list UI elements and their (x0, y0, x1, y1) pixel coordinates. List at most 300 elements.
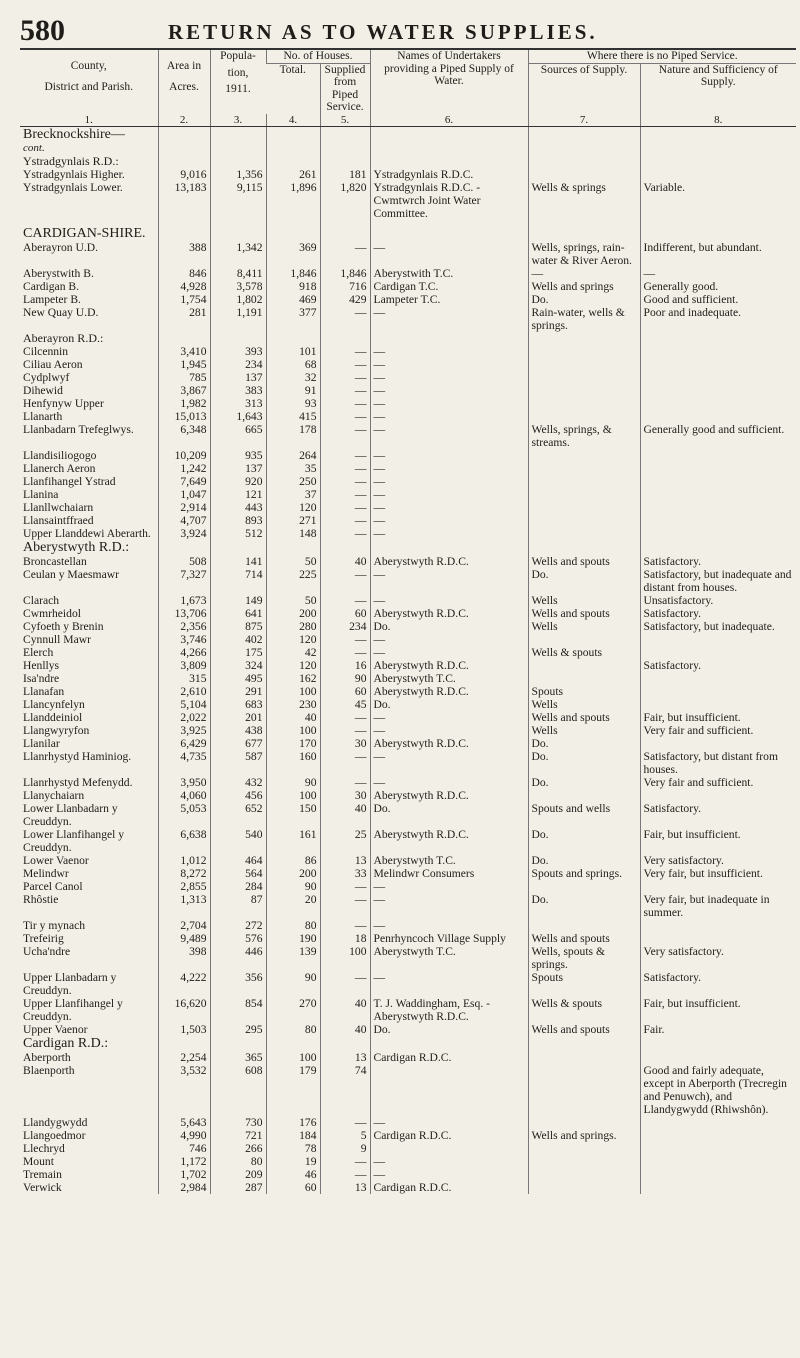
cell-undertaker: — (370, 711, 528, 724)
cell-supplied-houses: — (320, 501, 370, 514)
cell-district: Aberayron U.D. (23, 241, 99, 254)
empty-cell (266, 332, 320, 345)
table-row (20, 241, 796, 267)
empty-cell (210, 155, 266, 168)
cell-area: 1,702 (158, 1168, 210, 1181)
section-row (20, 332, 796, 345)
cell-area: 785 (158, 371, 210, 384)
cell-nature (640, 932, 796, 945)
cell-district: Lower Llanbadarn y Creuddyn. (23, 802, 118, 828)
cell-supplied-houses: 234 (320, 620, 370, 633)
cell-total-houses: 148 (266, 527, 320, 540)
cell-supplied-houses: — (320, 776, 370, 789)
cell-supplied-houses: — (320, 1116, 370, 1129)
empty-cell (210, 127, 266, 143)
cell-total-houses: 93 (266, 397, 320, 410)
cell-supplied-houses: 33 (320, 867, 370, 880)
cell-total-houses: 46 (266, 1168, 320, 1181)
cell-district: Clarach (23, 594, 60, 607)
table-row (20, 893, 796, 919)
cell-nature: — (640, 267, 796, 280)
cell-supplied-houses: — (320, 462, 370, 475)
cell-source (528, 410, 640, 423)
cell-area: 4,707 (158, 514, 210, 527)
cell-total-houses: 120 (266, 659, 320, 672)
cell-population: 730 (210, 1116, 266, 1129)
cell-undertaker: Do. (370, 620, 528, 633)
cell-supplied-houses: — (320, 594, 370, 607)
cell-source: Wells and spouts (528, 711, 640, 724)
cell-nature (640, 475, 796, 488)
cell-population: 284 (210, 880, 266, 893)
header-no-piped-group: Where there is no Piped Service. (528, 49, 796, 63)
cell-supplied-houses: — (320, 306, 370, 332)
cell-total-houses: 100 (266, 1051, 320, 1064)
cell-source: Wells (528, 594, 640, 607)
cell-source (528, 1064, 640, 1116)
table-row (20, 867, 796, 880)
cell-population: 464 (210, 854, 266, 867)
cell-area: 1,503 (158, 1023, 210, 1036)
section-row (20, 142, 796, 155)
cell-nature (640, 358, 796, 371)
section-row (20, 1036, 796, 1051)
cell-undertaker: — (370, 514, 528, 527)
cell-area: 1,172 (158, 1155, 210, 1168)
cell-nature (640, 698, 796, 711)
cell-total-houses: 1,846 (266, 267, 320, 280)
table-row (20, 594, 796, 607)
cell-total-houses: 190 (266, 932, 320, 945)
cell-total-houses: 40 (266, 711, 320, 724)
cell-district: Tremain (23, 1168, 62, 1181)
cell-area: 281 (158, 306, 210, 332)
cell-district: Ystradgynlais Higher. (23, 168, 125, 181)
cell-district: Llanbadarn Trefeglwys. (23, 423, 134, 436)
header-district: District and Parish. (44, 80, 133, 93)
cell-source: Rain-water, wells & springs. (528, 306, 640, 332)
cell-district: Ucha'ndre (23, 945, 71, 958)
header-pop-mid: tion, (227, 66, 249, 79)
cell-total-houses: 176 (266, 1116, 320, 1129)
cell-source (528, 168, 640, 181)
cell-undertaker: T. J. Waddingham, Esq. - Aberystwyth R.D.C. (370, 997, 528, 1023)
cell-supplied-houses: — (320, 919, 370, 932)
empty-cell (266, 540, 320, 555)
cell-source (528, 1181, 640, 1194)
table-row (20, 1129, 796, 1142)
table-row (20, 802, 796, 828)
cell-source (528, 1155, 640, 1168)
header-total: Total. (279, 63, 306, 76)
cell-area: 3,924 (158, 527, 210, 540)
empty-cell (370, 226, 528, 241)
cell-area: 2,254 (158, 1051, 210, 1064)
cell-district: Henllys (23, 659, 60, 672)
table-row (20, 514, 796, 527)
table-row (20, 462, 796, 475)
cell-undertaker: Aberystwyth R.D.C. (370, 659, 528, 672)
empty-cell (528, 142, 640, 155)
table-row (20, 527, 796, 540)
cell-undertaker: — (370, 633, 528, 646)
cell-nature (640, 488, 796, 501)
table-row (20, 449, 796, 462)
cell-nature: Very fair, but inadequate in summer. (640, 893, 796, 919)
cell-supplied-houses: 40 (320, 997, 370, 1023)
table-row (20, 181, 796, 220)
table-row (20, 685, 796, 698)
cell-nature: Satisfactory, but distant from houses. (640, 750, 796, 776)
cell-district: Mount (23, 1155, 54, 1168)
col-number: 3. (210, 114, 266, 127)
cell-undertaker: — (370, 410, 528, 423)
cell-total-houses: 139 (266, 945, 320, 971)
cell-undertaker: — (370, 750, 528, 776)
cell-undertaker: Cardigan T.C. (370, 280, 528, 293)
cell-nature: Satisfactory. (640, 607, 796, 620)
empty-cell (320, 540, 370, 555)
cell-nature (640, 384, 796, 397)
cell-source (528, 475, 640, 488)
cell-population: 287 (210, 1181, 266, 1194)
cell-source: Spouts and springs. (528, 867, 640, 880)
header-pop-bottom: 1911. (225, 83, 251, 95)
table-row (20, 854, 796, 867)
cell-source: Do. (528, 893, 640, 919)
cell-area: 13,183 (158, 181, 210, 220)
cell-area: 8,272 (158, 867, 210, 880)
cell-area: 4,222 (158, 971, 210, 997)
cell-nature: Very fair and sufficient. (640, 724, 796, 737)
cell-total-houses: 90 (266, 776, 320, 789)
cell-population: 721 (210, 1129, 266, 1142)
empty-cell (370, 155, 528, 168)
cell-source (528, 462, 640, 475)
empty-cell (320, 226, 370, 241)
cell-district: Llanrhystyd Mefenydd. (23, 776, 133, 789)
cell-nature: Generally good and sufficient. (640, 423, 796, 449)
cell-district: Tir y mynach (23, 919, 86, 932)
cell-supplied-houses: 40 (320, 1023, 370, 1036)
cell-nature: Very satisfactory. (640, 945, 796, 971)
cell-total-houses: 90 (266, 971, 320, 997)
cell-total-houses: 80 (266, 919, 320, 932)
cell-area: 5,104 (158, 698, 210, 711)
cell-supplied-houses: — (320, 527, 370, 540)
table-row (20, 633, 796, 646)
table-row (20, 737, 796, 750)
empty-cell (320, 332, 370, 345)
cell-nature: Very fair and sufficient. (640, 776, 796, 789)
table-row (20, 724, 796, 737)
cell-source: Do. (528, 737, 640, 750)
cell-nature: Fair, but insufficient. (640, 711, 796, 724)
empty-cell (640, 332, 796, 345)
cell-total-houses: 264 (266, 449, 320, 462)
cell-area: 2,855 (158, 880, 210, 893)
cell-total-houses: 120 (266, 633, 320, 646)
cell-nature (640, 501, 796, 514)
empty-cell (210, 226, 266, 241)
cell-area: 16,620 (158, 997, 210, 1023)
table-row (20, 711, 796, 724)
cell-district: Llechryd (23, 1142, 65, 1155)
table-row (20, 1051, 796, 1064)
cell-undertaker: Do. (370, 698, 528, 711)
cell-supplied-houses: 13 (320, 854, 370, 867)
cell-supplied-houses: 13 (320, 1051, 370, 1064)
table-row (20, 776, 796, 789)
cell-total-houses: 280 (266, 620, 320, 633)
empty-cell (320, 155, 370, 168)
cell-total-houses: 179 (266, 1064, 320, 1116)
cell-nature: Variable. (640, 181, 796, 220)
cell-undertaker: — (370, 371, 528, 384)
cell-district: Verwick (23, 1181, 62, 1194)
cell-supplied-houses: — (320, 971, 370, 997)
cell-nature (640, 410, 796, 423)
cell-area: 508 (158, 555, 210, 568)
cell-district: Broncastellan (23, 555, 87, 568)
cell-nature: Good and fairly adequate, except in Aberporth (Trecregin and Penuwch), and Llandygwydd (Rhiwshôn). (640, 1064, 796, 1116)
empty-cell (266, 226, 320, 241)
cell-population: 324 (210, 659, 266, 672)
cell-total-houses: 150 (266, 802, 320, 828)
cell-undertaker: — (370, 1155, 528, 1168)
cell-undertaker: — (370, 1168, 528, 1181)
cell-undertaker: Ystradgynlais R.D.C. (370, 168, 528, 181)
cell-district: Elerch (23, 646, 54, 659)
cell-source: Do. (528, 776, 640, 789)
cell-total-houses: 100 (266, 685, 320, 698)
cell-area: 3,410 (158, 345, 210, 358)
cell-population: 854 (210, 997, 266, 1023)
table-row (20, 293, 796, 306)
cell-source: Wells and springs (528, 280, 640, 293)
cell-district: Llanina (23, 488, 59, 501)
cell-total-houses: 225 (266, 568, 320, 594)
table-row (20, 1142, 796, 1155)
table-row (20, 371, 796, 384)
table-row (20, 880, 796, 893)
cell-total-houses: 100 (266, 724, 320, 737)
cell-area: 1,754 (158, 293, 210, 306)
cell-supplied-houses: — (320, 449, 370, 462)
cell-nature: Satisfactory. (640, 802, 796, 828)
cell-total-houses: 91 (266, 384, 320, 397)
cell-population: 564 (210, 867, 266, 880)
section-heading: Brecknockshire— (23, 127, 125, 142)
header-area (158, 49, 210, 114)
cell-nature (640, 737, 796, 750)
cell-source: Wells and spouts (528, 555, 640, 568)
cell-area: 6,638 (158, 828, 210, 854)
cell-source: Spouts and wells (528, 802, 640, 828)
cell-source: Wells (528, 724, 640, 737)
cell-supplied-houses: — (320, 423, 370, 449)
cell-area: 388 (158, 241, 210, 267)
table-row (20, 698, 796, 711)
cell-population: 393 (210, 345, 266, 358)
cell-nature (640, 789, 796, 802)
cell-total-houses: 261 (266, 168, 320, 181)
cell-area: 315 (158, 672, 210, 685)
table-row (20, 789, 796, 802)
cell-population: 9,115 (210, 181, 266, 220)
empty-cell (640, 155, 796, 168)
cell-source: Wells, springs, rain-water & River Aeron. (528, 241, 640, 267)
cell-district: New Quay U.D. (23, 306, 99, 319)
cell-nature (640, 646, 796, 659)
table-row (20, 971, 796, 997)
cell-undertaker: Aberystwyth R.D.C. (370, 737, 528, 750)
col-number: 2. (158, 114, 210, 127)
cell-nature: Good and sufficient. (640, 293, 796, 306)
cell-area: 2,610 (158, 685, 210, 698)
table-row (20, 750, 796, 776)
cell-undertaker: — (370, 462, 528, 475)
table-row (20, 997, 796, 1023)
empty-cell (528, 540, 640, 555)
cell-supplied-houses: — (320, 358, 370, 371)
cell-district: Llansaintffraed (23, 514, 94, 527)
table-row (20, 306, 796, 332)
empty-cell (370, 540, 528, 555)
cell-population: 8,411 (210, 267, 266, 280)
cell-supplied-houses: 429 (320, 293, 370, 306)
header-area-bottom: Acres. (169, 80, 199, 93)
cell-population: 665 (210, 423, 266, 449)
cell-supplied-houses: — (320, 711, 370, 724)
header-supplied: Supplied from Piped Service. (320, 63, 370, 114)
cell-population: 438 (210, 724, 266, 737)
cell-undertaker: — (370, 919, 528, 932)
cell-total-houses: 86 (266, 854, 320, 867)
cell-undertaker: — (370, 880, 528, 893)
cell-nature (640, 462, 796, 475)
cell-area: 2,356 (158, 620, 210, 633)
cell-total-houses: 20 (266, 893, 320, 919)
cell-nature (640, 371, 796, 384)
cell-supplied-houses: 5 (320, 1129, 370, 1142)
cell-supplied-houses: 9 (320, 1142, 370, 1155)
cell-total-houses: 415 (266, 410, 320, 423)
cell-district: Isa'ndre (23, 672, 60, 685)
empty-cell (370, 332, 528, 345)
cell-undertaker: — (370, 241, 528, 267)
cell-area: 398 (158, 945, 210, 971)
cell-total-houses: 42 (266, 646, 320, 659)
cell-supplied-houses: 1,820 (320, 181, 370, 220)
cell-district: Cardigan B. (23, 280, 80, 293)
header-undertakers: Names of Undertakers providing a Piped Supply of Water. (370, 49, 528, 114)
cell-supplied-houses: 90 (320, 672, 370, 685)
cell-district: Cynnull Mawr (23, 633, 91, 646)
cell-area: 1,242 (158, 462, 210, 475)
table-row (20, 1064, 796, 1116)
cell-undertaker: — (370, 475, 528, 488)
cell-nature: Generally good. (640, 280, 796, 293)
cell-area: 2,022 (158, 711, 210, 724)
cell-supplied-houses: — (320, 646, 370, 659)
cell-district: Llanarth (23, 410, 63, 423)
cell-area: 746 (158, 1142, 210, 1155)
cell-undertaker: Aberystwyth R.D.C. (370, 555, 528, 568)
cell-area: 7,327 (158, 568, 210, 594)
cell-population: 175 (210, 646, 266, 659)
table-row (20, 280, 796, 293)
cell-total-houses: 271 (266, 514, 320, 527)
cell-supplied-houses: 16 (320, 659, 370, 672)
cell-district: Llandygwydd (23, 1116, 88, 1129)
cell-source (528, 672, 640, 685)
cell-undertaker: — (370, 776, 528, 789)
cell-area: 846 (158, 267, 210, 280)
cell-district: Lower Llanfihangel y Creuddyn. (23, 828, 125, 854)
cell-source (528, 789, 640, 802)
section-heading: Cardigan R.D.: (23, 1036, 109, 1051)
cell-population: 1,802 (210, 293, 266, 306)
cell-supplied-houses: — (320, 241, 370, 267)
empty-cell (266, 142, 320, 155)
cell-population: 266 (210, 1142, 266, 1155)
cell-nature (640, 449, 796, 462)
cell-population: 456 (210, 789, 266, 802)
empty-cell (370, 1036, 528, 1051)
table-row (20, 1155, 796, 1168)
cell-population: 714 (210, 568, 266, 594)
empty-cell (320, 127, 370, 143)
cell-population: 137 (210, 371, 266, 384)
table-row (20, 659, 796, 672)
cell-area: 4,735 (158, 750, 210, 776)
running-title: RETURN AS TO WATER SUPPLIES. (168, 20, 598, 44)
cell-district: Llangwyryfon (23, 724, 90, 737)
cell-supplied-houses: — (320, 1155, 370, 1168)
header-pop-top: Popula- (220, 50, 256, 62)
table-row (20, 384, 796, 397)
cell-nature: Satisfactory, but inadequate and distant from houses. (640, 568, 796, 594)
cell-source: Wells (528, 620, 640, 633)
table-row (20, 932, 796, 945)
cell-supplied-houses: 74 (320, 1064, 370, 1116)
empty-cell (370, 142, 528, 155)
cell-total-houses: 918 (266, 280, 320, 293)
cell-total-houses: 101 (266, 345, 320, 358)
cell-population: 587 (210, 750, 266, 776)
cell-supplied-houses: — (320, 633, 370, 646)
empty-cell (158, 540, 210, 555)
section-row (20, 155, 796, 168)
cell-district: Llanllwchaiarn (23, 501, 94, 514)
cell-district: Upper Vaenor (23, 1023, 88, 1036)
cell-undertaker: — (370, 449, 528, 462)
cell-population: 1,643 (210, 410, 266, 423)
cell-source (528, 449, 640, 462)
cell-nature (640, 919, 796, 932)
table-row (20, 672, 796, 685)
cell-population: 272 (210, 919, 266, 932)
cell-population: 209 (210, 1168, 266, 1181)
cell-total-houses: 50 (266, 555, 320, 568)
section-row (20, 226, 796, 241)
cell-supplied-houses: 60 (320, 607, 370, 620)
cell-source (528, 527, 640, 540)
cell-undertaker (370, 1142, 528, 1155)
cell-source: — (528, 267, 640, 280)
cell-nature (640, 1142, 796, 1155)
